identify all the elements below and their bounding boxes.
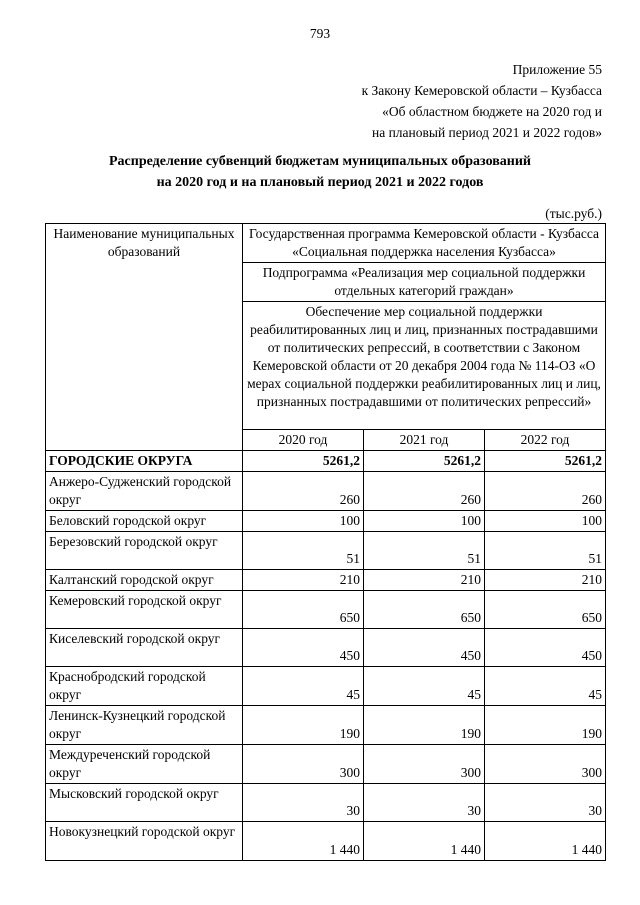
- value-cell-2020: 30: [243, 784, 364, 822]
- value-cell-2021: 1 440: [364, 822, 485, 861]
- value-cell-2021: 650: [364, 591, 485, 629]
- value-cell-2020: 51: [243, 532, 364, 570]
- year-header-2022: 2022 год: [485, 430, 606, 451]
- municipality-name: Краснобродский городской округ: [46, 667, 243, 706]
- value-cell-2021: 260: [364, 472, 485, 511]
- value-cell-2022: 450: [485, 629, 606, 667]
- value-cell-2022: 100: [485, 511, 606, 532]
- total-row: [46, 451, 606, 472]
- appendix-block: [362, 59, 602, 143]
- table-row: [46, 591, 606, 629]
- header-row-program: [46, 224, 606, 263]
- table-row: [46, 784, 606, 822]
- appendix-line-3: «Об областном бюджете на 2020 год и: [382, 104, 602, 119]
- table-row: [46, 629, 606, 667]
- value-cell-2021: 100: [364, 511, 485, 532]
- municipality-name: Березовский городской округ: [46, 532, 243, 570]
- total-2021: 5261,2: [364, 451, 485, 472]
- value-cell-2022: 300: [485, 745, 606, 784]
- table-row: [46, 511, 606, 532]
- subprogram-header: Подпрограмма «Реализация мер социальной поддержки отдельных категорий граждан»: [243, 263, 606, 302]
- title-line-2: на 2020 год и на плановый период 2021 и 2022 годов: [156, 175, 484, 190]
- value-cell-2021: 190: [364, 706, 485, 745]
- measure-header: Обеспечение мер социальной поддержки реабилитированных лиц и лиц, признанных пострадавшими от политических репрессий, в соответствии с Законом Кемеровской области от 20 декабря 2004 года № 114-ОЗ «О мерах социальной поддержки реабилитированных лиц и лиц, признанных пострадавшими от политических репрессий»: [243, 302, 606, 430]
- table-row: [46, 745, 606, 784]
- table-row: [46, 570, 606, 591]
- municipality-name: Калтанский городской округ: [46, 570, 243, 591]
- municipality-name: Киселевский городской округ: [46, 629, 243, 667]
- municipality-name: Мысковский городской округ: [46, 784, 243, 822]
- year-header-2021: 2021 год: [364, 430, 485, 451]
- value-cell-2021: 450: [364, 629, 485, 667]
- program-header: Государственная программа Кемеровской области - Кузбасса «Социальная поддержка населения Кузбасса»: [243, 224, 606, 263]
- municipality-name: Междуреченский городской округ: [46, 745, 243, 784]
- units-label: (тыс.руб.): [545, 206, 602, 221]
- municipality-name: Кемеровский городской округ: [46, 591, 243, 629]
- table-row: [46, 822, 606, 861]
- name-column-header: Наименование муниципальных образований: [46, 224, 243, 451]
- appendix-line-4: на плановый период 2021 и 2022 годов»: [371, 125, 602, 140]
- page-number: 793: [309, 26, 331, 41]
- document-title: [0, 151, 640, 193]
- municipality-name: Беловский городской округ: [46, 511, 243, 532]
- subvention-table: [45, 223, 606, 861]
- value-cell-2021: 45: [364, 667, 485, 706]
- value-cell-2020: 450: [243, 629, 364, 667]
- value-cell-2020: 650: [243, 591, 364, 629]
- table-row: [46, 472, 606, 511]
- table-row: [46, 706, 606, 745]
- year-header-2020: 2020 год: [243, 430, 364, 451]
- value-cell-2022: 51: [485, 532, 606, 570]
- value-cell-2022: 210: [485, 570, 606, 591]
- appendix-line-1: Приложение 55: [512, 62, 602, 77]
- value-cell-2022: 190: [485, 706, 606, 745]
- value-cell-2020: 210: [243, 570, 364, 591]
- value-cell-2020: 1 440: [243, 822, 364, 861]
- municipality-name: Ленинск-Кузнецкий городской округ: [46, 706, 243, 745]
- value-cell-2020: 45: [243, 667, 364, 706]
- value-cell-2022: 45: [485, 667, 606, 706]
- table-row: [46, 667, 606, 706]
- value-cell-2022: 30: [485, 784, 606, 822]
- value-cell-2021: 30: [364, 784, 485, 822]
- total-row-name: ГОРОДСКИЕ ОКРУГА: [46, 451, 243, 472]
- title-line-1: Распределение субвенций бюджетам муниципальных образований: [109, 154, 531, 169]
- value-cell-2020: 190: [243, 706, 364, 745]
- value-cell-2022: 1 440: [485, 822, 606, 861]
- total-2020: 5261,2: [243, 451, 364, 472]
- municipality-name: Новокузнецкий городской округ: [46, 822, 243, 861]
- value-cell-2021: 210: [364, 570, 485, 591]
- value-cell-2021: 51: [364, 532, 485, 570]
- value-cell-2021: 300: [364, 745, 485, 784]
- value-cell-2020: 100: [243, 511, 364, 532]
- value-cell-2020: 260: [243, 472, 364, 511]
- value-cell-2020: 300: [243, 745, 364, 784]
- appendix-line-2: к Закону Кемеровской области – Кузбасса: [361, 83, 602, 98]
- value-cell-2022: 650: [485, 591, 606, 629]
- value-cell-2022: 260: [485, 472, 606, 511]
- municipality-name: Анжеро-Судженский городской округ: [46, 472, 243, 511]
- total-2022: 5261,2: [485, 451, 606, 472]
- table-row: [46, 532, 606, 570]
